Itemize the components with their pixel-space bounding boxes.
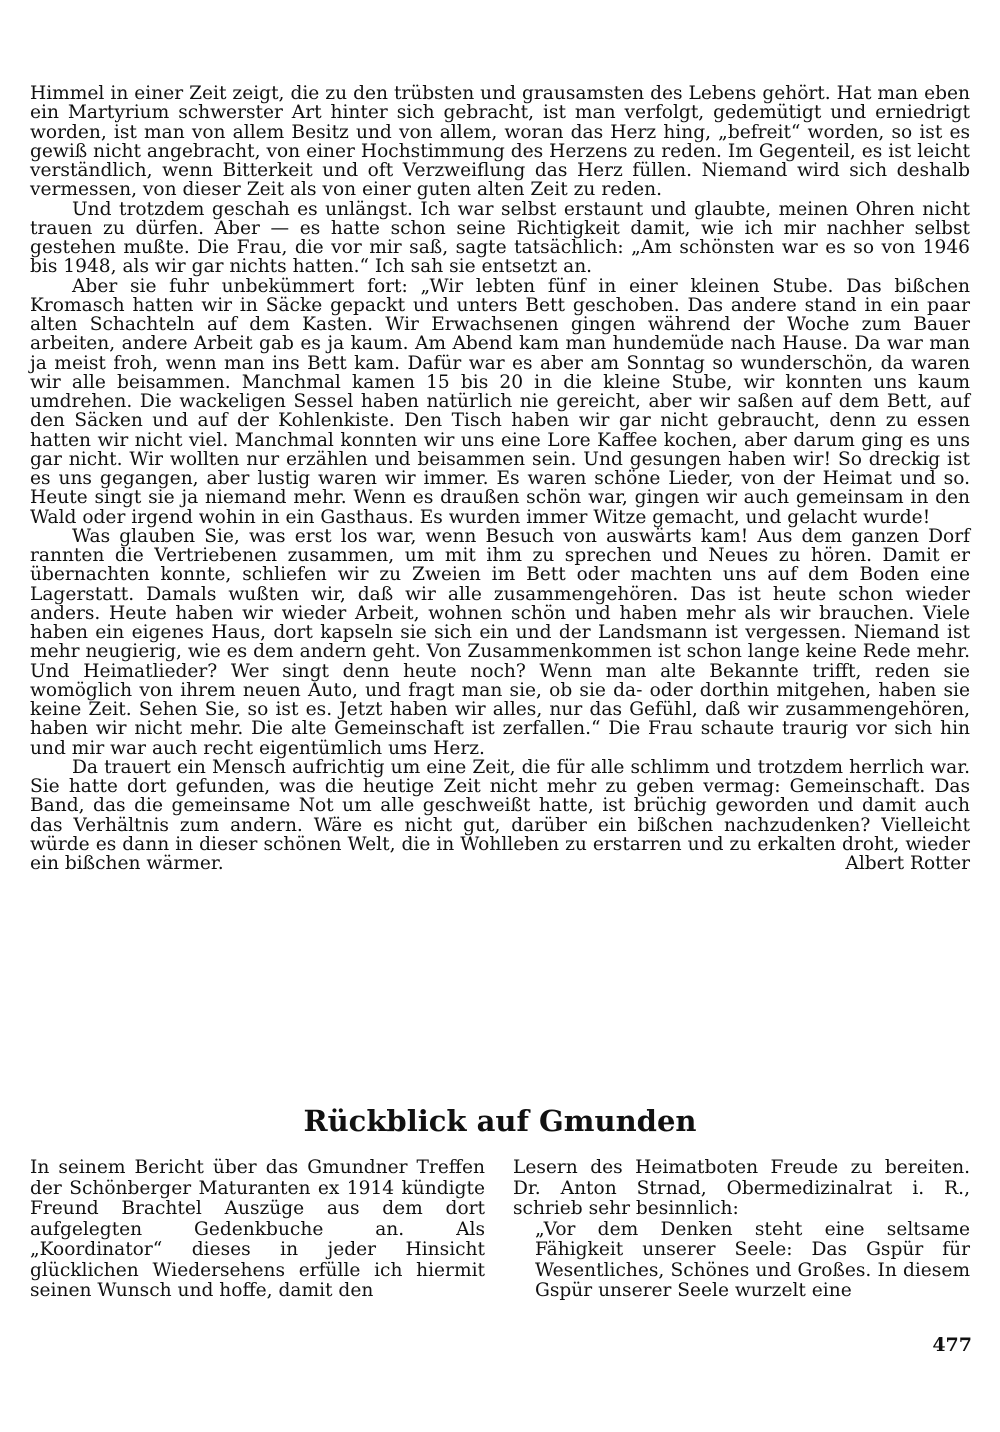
left-column-text: In seinem Bericht über das Gmundner Treffen der Schönberger Maturanten ex 1914 kündigte Freund Brachtel Auszüge aus dem dort aufgelegten Gedenkbuche an. Als „Koordinator“ dieses in jeder Hinsicht glücklichen Wiedersehens erfülle ich hiermit seinen Wunsch und hoffe, damit den [30,1157,485,1301]
paragraph-2: Und trotzdem geschah es unlängst. Ich war selbst erstaunt und glaubte, meinen Ohren nicht trauen zu dürfen. Aber — es hatte schon seine Richtigkeit damit, wie ich mir nachher selbst gestehen mußte. Die Frau, die vor mir saß, sagte tatsächlich: „Am schönsten war es so von 1946 bis 1948, als wir gar nichts hatten.“ Ich sah sie entsetzt an. [30,198,970,278]
author-signature: Albert Rotter [845,853,970,874]
paragraph-4: Was glauben Sie, was erst los war, wenn Besuch von auswärts kam! Aus dem ganzen Dorf rannten die Vertriebenen zusammen, um mit ihm zu sprechen und Neues zu hören. Damit er übernachten konnte, schliefen wir zu Zweien im Bett oder machten uns auf dem Boden eine Lagerstatt. Damals wußten wir, daß wir alle zusammengehören. Das ist heute schon wieder anders. Heute haben wir wieder Arbeit, wohnen schön und haben mehr als wir brauchen. Viele haben ein eigenes Haus, dort kapseln sie sich ein und der Landsmann ist vergessen. Niemand ist mehr neugierig, wie es dem andern geht. Von Zusammenkommen ist schon lange keine Rede mehr. Und Heimatlieder? Wer singt denn heute noch? Wenn man alte Bekannte trifft, reden sie womöglich von ihrem neuen Auto, und fragt man sie, ob sie da- oder dorthin mitgehen, haben sie keine Zeit. Sehen Sie, so ist es. Jetzt haben wir alles, nur das Gefühl, daß wir zusammengehören, haben wir nicht mehr. Die alte Gemeinschaft ist zerfallen.“ Die Frau schaute traurig vor sich hin und mir war auch recht eigentümlich ums Herz. [30,525,970,759]
article-body [30,84,970,873]
right-column [513,1158,970,1302]
section-heading: Rückblick auf Gmunden [303,1104,697,1138]
left-column [30,1158,485,1302]
page-number: 477 [932,1334,972,1356]
right-column-intro: Lesern des Heimatboten Freude zu bereiten. Dr. Anton Strnad, Obermedizinalrat i. R., schrieb sehr besinnlich: [513,1157,970,1219]
right-column-quote: „Vor dem Denken steht eine seltsame Fähigkeit unserer Seele: Das Gspür für Wesentliches, Schönes und Großes. In diesem Gspür unserer Seele wurzelt eine [535,1218,970,1301]
paragraph-1: Himmel in einer Zeit zeigt, die zu den trübsten und grausamsten des Lebens gehört. Hat man eben ein Martyrium schwerster Art hinter sich gebracht, ist man verfolgt, gedemütigt und erniedrigt worden, ist man von allem Besitz und von allem, woran das Herz hing, „befreit“ worden, so ist es gewiß nicht angebracht, von einer Hochstimmung des Herzens zu reden. Im Gegenteil, es ist leicht verständlich, wenn Bitterkeit und oft Verzweiflung das Herz füllen. Niemand wird sich deshalb vermessen, von dieser Zeit als von einer guten alten Zeit zu reden. [30,83,970,201]
paragraph-5-text: Da trauert ein Mensch aufrichtig um eine Zeit, die für alle schlimm und trotzdem herrlich war. Sie hatte dort gefunden, was die heutige Zeit nicht mehr zu geben vermag: Gemeinschaft. Das Band, das die gemeinsame Not um alle geschweißt hatte, ist brüchig geworden und damit auch das Verhältnis zum andern. Wäre es nicht gut, darüber ein bißchen nachzudenken? Vielleicht würde es dann in dieser schönen Welt, die in Wohlleben zu erstarren und zu erkalten droht, wieder ein bißchen wärmer. [30,756,970,874]
paragraph-3: Aber sie fuhr unbekümmert fort: „Wir lebten fünf in einer kleinen Stube. Das bißchen Kromasch hatten wir in Säcke gepackt und unters Bett geschoben. Das andere stand in ein paar alten Schachteln auf dem Kasten. Wir Erwachsenen gingen während der Woche zum Bauer arbeiten, andere Arbeit gab es ja kaum. Am Abend kam man hundemüde nach Hause. Da war man ja meist froh, wenn man ins Bett kam. Dafür war es aber am Sonntag so wunderschön, da waren wir alle beisammen. Manchmal kamen 15 bis 20 in die kleine Stube, wir konnten uns kaum umdrehen. Die wackeligen Sessel haben natürlich nie gereicht, aber wir saßen auf dem Bett, auf den Säcken und auf der Kohlenkiste. Den Tisch haben wir gar nicht gebraucht, denn zu essen hatten wir nicht viel. Manchmal konnten wir uns eine Lore Kaffee kochen, aber darum ging es uns gar nicht. Wir wollten nur erzählen und beisammen sein. Und gesungen haben wir! So dreckig ist es uns gegangen, aber lustig waren wir immer. Es waren schöne Lieder, von der Heimat und so. Heute singt sie ja niemand mehr. Wenn es draußen schön war, gingen wir auch gemeinsam in den Wald oder irgend wohin in ein Gasthaus. Es wurden immer Witze gemacht, und gelacht wurde! [30,275,970,528]
paragraph-5 [30,758,970,874]
